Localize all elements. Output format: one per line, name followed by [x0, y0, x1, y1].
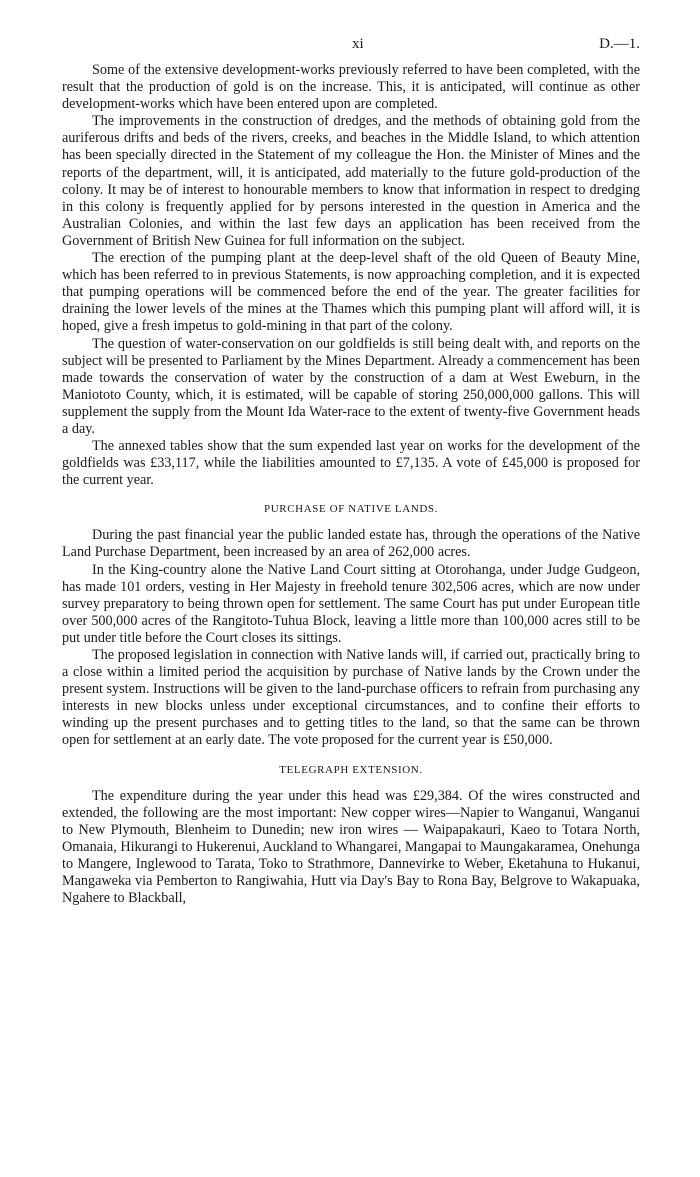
page-header — [62, 36, 640, 62]
paragraph: During the past financial year the public landed estate has, through the operations of the Native Land Purchase Department, been increased by an area of 262,000 acres. — [62, 527, 640, 561]
section-heading: TELEGRAPH EXTENSION. — [279, 763, 423, 776]
page-number: xi — [352, 36, 364, 52]
document-page — [62, 36, 640, 907]
paragraph: In the King-country alone the Native Land Court sitting at Otorohanga, under Judge Gudgeon, has made 101 orders, vesting in Her Majesty in freehold tenure 302,506 acres, which are now under survey preparatory to being thrown open for settlement. The same Court has put under European title over 500,000 acres of the Rangitoto-Tuhua Block, leaving a little more than 100,000 acres still to be put under title before the Court closes its sittings. — [62, 561, 640, 646]
paragraph: The question of water-conservation on our goldfields is still being dealt with, and reports on the subject will be presented to Parliament by the Mines Department. Already a commencement has been made towards the conservation of water by the construction of a dam at West Eweburn, in the Maniototo County, which, it is estimated, will be capable of storing 250,000,000 gallons. This will supplement the supply from the Mount Ida Water-race to the extent of twenty-five Government heads a day. — [62, 335, 640, 437]
paragraph: The proposed legislation in connection with Native lands will, if carried out, practically bring to a close within a limited period the acquisition by purchase of Native lands by the Crown under the present system. Instructions will be given to the land-purchase officers to refrain from purchasing any interests in new blocks unless under exceptional circumstances, and to confine their efforts to winding up the present purchases and to getting titles to the land, so that the same can be thrown open for settlement at an early date. The vote proposed for the current year is £50,000. — [62, 647, 640, 749]
document-reference: D.—1. — [599, 36, 640, 52]
section-telegraph-extension — [62, 763, 640, 908]
paragraph: The annexed tables show that the sum expended last year on works for the development of the goldfields was £33,117, while the liabilities amounted to £7,135. A vote of £45,000 is proposed for the current year. — [62, 438, 640, 489]
paragraph: The erection of the pumping plant at the deep-level shaft of the old Queen of Beauty Mine, which has been referred to in previous Statements, is now approaching completion, and it is expected that pumping operations will be commenced before the end of the year. The greater facilities for draining the lower levels of the mines at the Thames which this pumping plant will afford will, it is hoped, give a fresh impetus to gold-mining in that part of the colony. — [62, 250, 640, 335]
paragraph: Some of the extensive development-works previously referred to have been completed, with the result that the production of gold is on the increase. This, it is anticipated, will continue as other development-works which have been entered upon are completed. — [62, 62, 640, 113]
paragraph: The improvements in the construction of dredges, and the methods of obtaining gold from the auriferous drifts and beds of the rivers, creeks, and beaches in the Middle Island, to which attention has been specially directed in the Statement of my colleague the Hon. the Minister of Mines and the reports of the department, will, it is anticipated, add materially to the future gold-production of the colony. It may be of interest to honourable members to know that information in respect to dredging in this colony is frequently applied for by persons interested in the question in America and the Australian Colonies, and within the last few days an application has been received from the Government of British New Guinea for full information on the subject. — [62, 113, 640, 249]
section-goldfields — [62, 62, 640, 489]
paragraph: The expenditure during the year under this head was £29,384. Of the wires constructed and extended, the following are the most important: New copper wires—Napier to Wanganui, Wanganui to New Plymouth, Blenheim to Dunedin; new iron wires — Waipapakauri, Kaeo to Totara North, Omanaia, Hikurangi to Hukerenui, Auckland to Whangarei, Mangapai to Maungakaramea, Onehunga to Mangere, Inglewood to Tarata, Toko to Strathmore, Dannevirke to Weber, Eketahuna to Hukanui, Mangaweka via Pemberton to Rangiwahia, Hutt via Day's Bay to Rona Bay, Belgrove to Wakapuaka, Ngahere to Blackball, — [62, 787, 640, 907]
section-heading: PURCHASE OF NATIVE LANDS. — [264, 503, 438, 516]
section-purchase-of-native-lands — [62, 502, 640, 749]
